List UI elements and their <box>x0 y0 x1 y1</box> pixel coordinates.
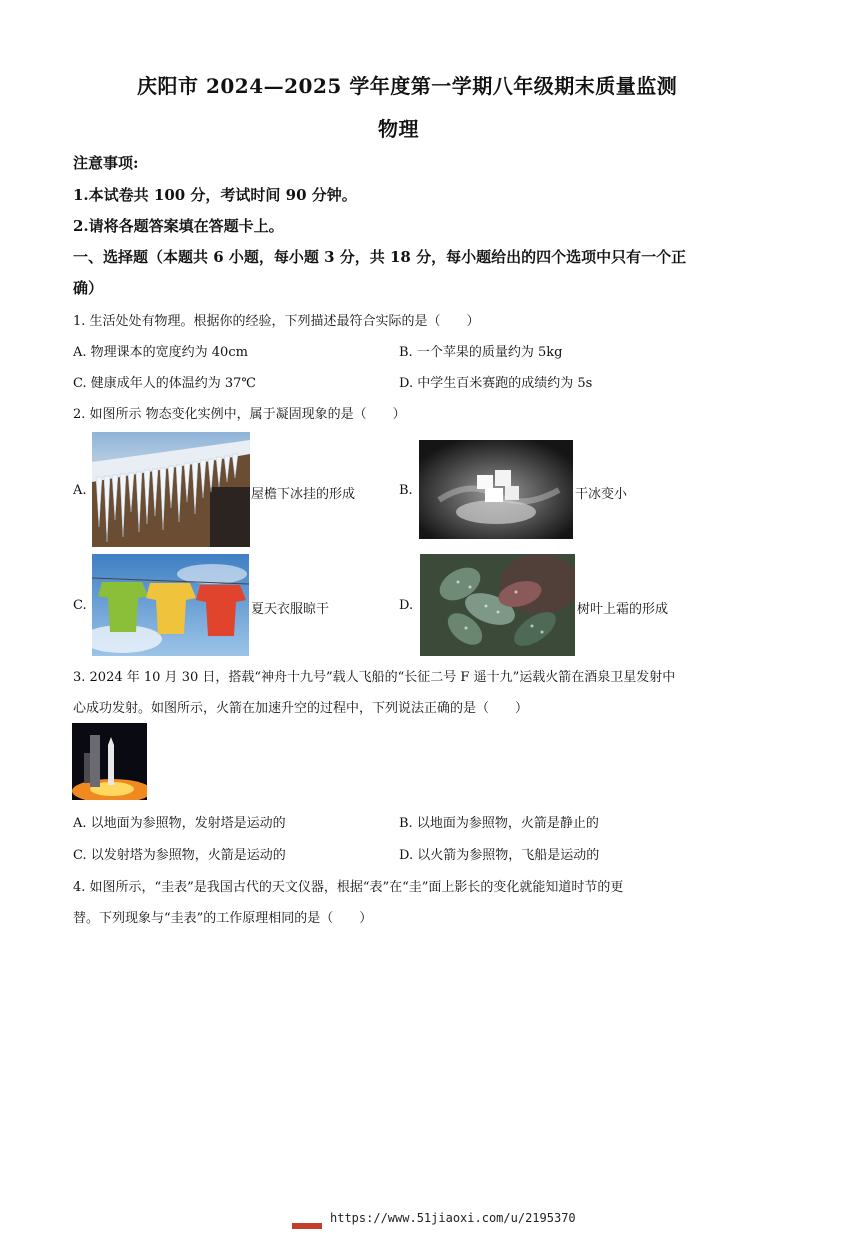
question-4-stem-line-1: 4. 如图所示，“圭表”是我国古代的天文仪器，根据“表”在“圭”面上影长的变化就能知道时节的更 <box>73 880 624 895</box>
subject-title: 物理 <box>378 117 419 141</box>
footer-logo <box>292 1214 322 1220</box>
question-3-option-c: C. 以发射塔为参照物，火箭是运动的 <box>73 848 286 863</box>
question-2-stem: 2. 如图所示 物态变化实例中，属于凝固现象的是（ ） <box>73 407 406 422</box>
question-3-stem-line-2: 心成功发射。如图所示，火箭在加速升空的过程中，下列说法正确的是（ ） <box>73 701 529 716</box>
question-1-option-b: B. 一个苹果的质量约为 5kg <box>399 345 563 360</box>
question-3-option-a: A. 以地面为参照物，发射塔是运动的 <box>73 816 286 831</box>
icicles-image <box>92 432 250 547</box>
question-4-stem-line-2: 替。下列现象与“圭表”的工作原理相同的是（ ） <box>73 911 373 926</box>
question-2-option-c-text: 夏天衣服晾干 <box>251 602 330 617</box>
clothes-drying-image <box>92 554 249 656</box>
question-3-option-d: D. 以火箭为参照物，飞船是运动的 <box>399 848 600 863</box>
notes-heading: 注意事项: <box>73 154 139 172</box>
section-heading: 一、选择题（本题共 6 小题，每小题 3 分，共 18 分，每小题给出的四个选项中只有一个正 <box>73 248 687 266</box>
page-title: 庆阳市 2024—2025 学年度第一学期八年级期末质量监测 <box>137 74 678 98</box>
dry-ice-image <box>419 440 573 539</box>
footer-url[interactable]: https://www.51jiaoxi.com/u/2195370 <box>330 1211 576 1225</box>
question-1-option-a: A. 物理课本的宽度约为 40cm <box>73 345 248 360</box>
rocket-launch-image <box>72 723 147 800</box>
question-2-option-c-label: C. <box>73 598 87 613</box>
question-3-stem-line-1: 3. 2024 年 10 月 30 日，搭载“神舟十九号”载人飞船的“长征二号 F 遥十九”运载火箭在酒泉卫星发射中 <box>73 670 676 685</box>
frost-leaves-image <box>420 554 575 656</box>
notes-line-2: 2.请将各题答案填在答题卡上。 <box>73 217 284 235</box>
question-2-option-d-text: 树叶上霜的形成 <box>577 602 669 617</box>
section-heading-cont: 确） <box>73 279 104 297</box>
notes-line-1: 1.本试卷共 100 分，考试时间 90 分钟。 <box>73 186 357 204</box>
question-2-option-b-label: B. <box>399 483 413 498</box>
question-1-option-c: C. 健康成年人的体温约为 37℃ <box>73 376 256 391</box>
question-1-option-d: D. 中学生百米赛跑的成绩约为 5s <box>399 376 593 391</box>
question-3-option-b: B. 以地面为参照物，火箭是静止的 <box>399 816 599 831</box>
question-2-option-b-text: 干冰变小 <box>575 487 628 502</box>
question-1-stem: 1. 生活处处有物理。根据你的经验，下列描述最符合实际的是（ ） <box>73 314 480 329</box>
question-2-option-a-label: A. <box>73 483 87 498</box>
question-2-option-a-text: 屋檐下冰挂的形成 <box>251 487 356 502</box>
question-2-option-d-label: D. <box>399 598 414 613</box>
